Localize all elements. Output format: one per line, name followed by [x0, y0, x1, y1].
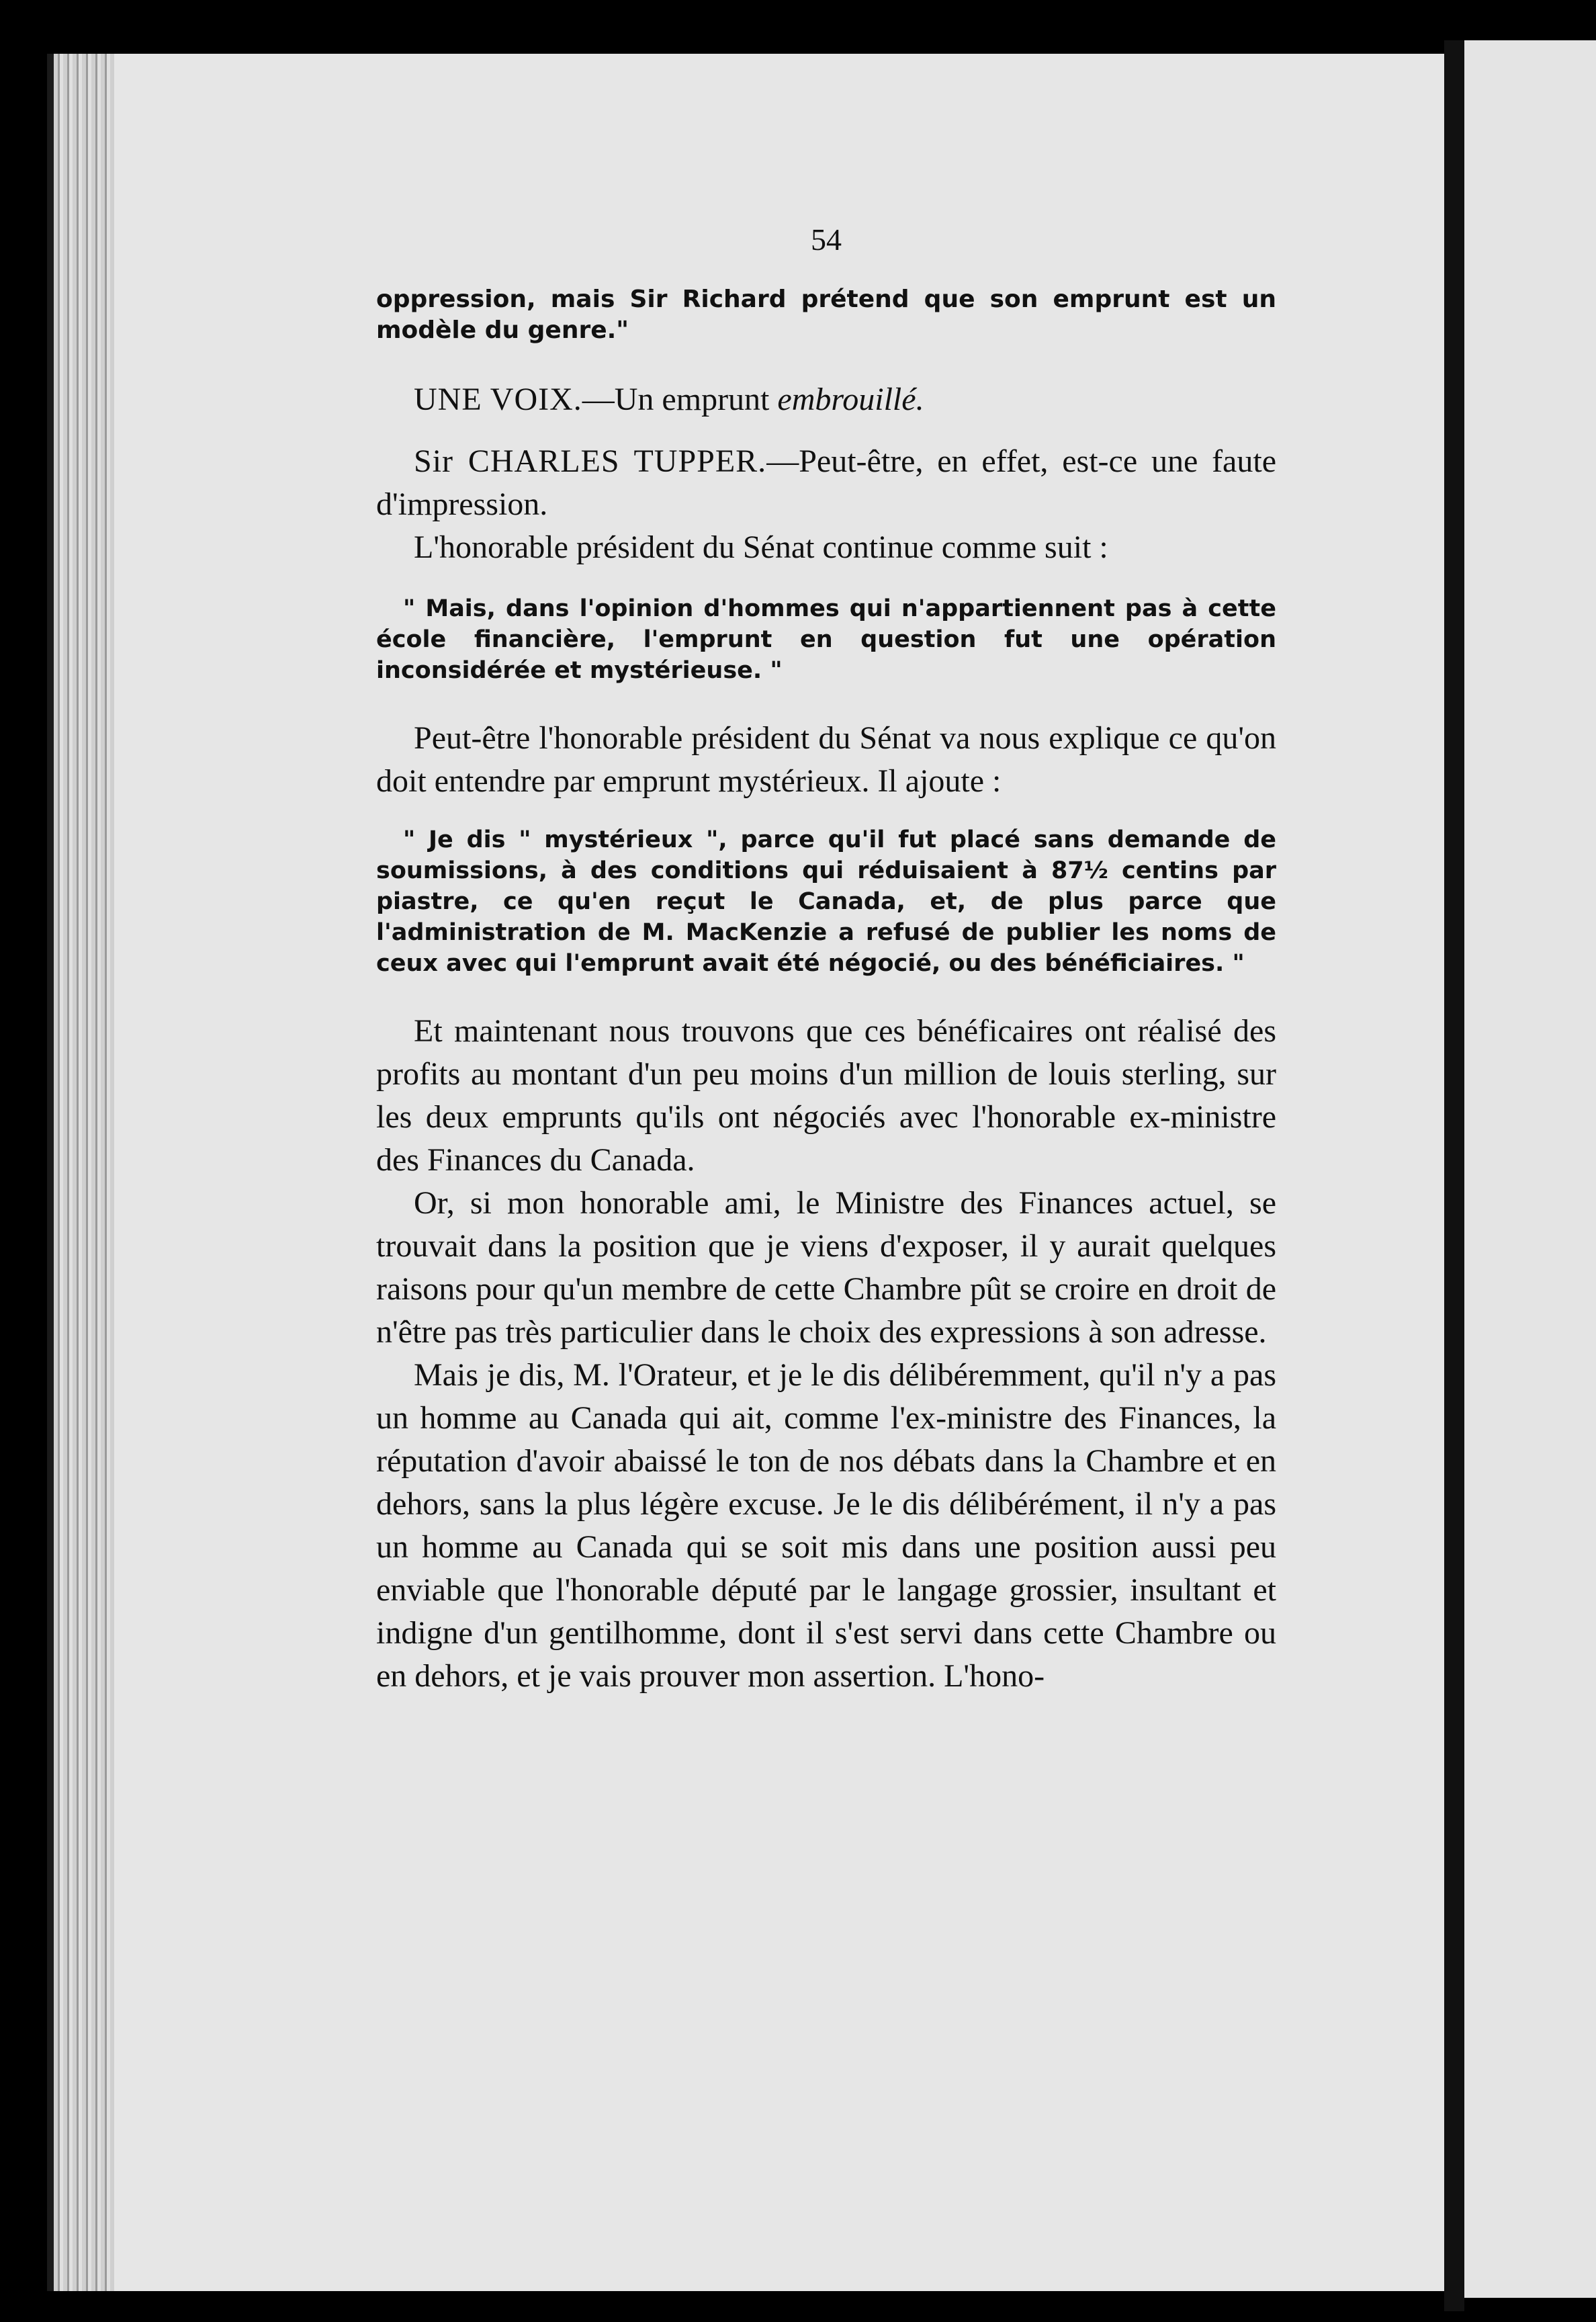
book-gutter: [1444, 40, 1464, 2311]
quote-je-dis: " Je dis " mystérieux ", parce qu'il fut placé sans demande de soumissions, à des conditions qui réduisaient à 87½ centins par piastre, ce qu'en reçut le Canada, et, de plus parce que l'administration de M. MacKenzie a refusé de publier les noms de ceux avec qui l'emprunt avait été négocié, ou des bénéficiaires. ": [376, 826, 1276, 977]
page-edges: [54, 54, 114, 2291]
page-content: [376, 222, 1276, 1698]
paragraph-mysterieux: Peut-être l'honorable président du Sénat va nous explique ce qu'on doit entendre par emprunt mystérieux. Il ajoute :: [376, 720, 1276, 799]
paragraph-continuation: oppression, mais Sir Richard prétend que son emprunt est un modèle du genre.": [376, 286, 1276, 344]
une-voix-text: —Un emprunt: [582, 382, 778, 417]
paragraph-orateur: Mais je dis, M. l'Orateur, et je le dis délibéremment, qu'il n'y a pas un homme au Canada qui ait, comme l'ex-ministre des Finances, la réputation d'avoir abaissé le ton de nos débats dans la Chambre et en dehors, sans la plus légère excuse. Je le dis délibérément, il n'y a pas un homme au Canada qui se soit mis dans une position aussi peu enviable que l'honorable député par le langage grossier, insultant et indigne d'un gentilhomme, dont il s'est servi dans cette Chambre ou en dehors, et je vais prouver mon assertion. L'hono-: [376, 1357, 1276, 1694]
paragraph-senat-continue: L'honorable président du Sénat continue comme suit :: [414, 529, 1108, 565]
paragraph-ministre-finances: Or, si mon honorable ami, le Ministre des Finances actuel, se trouvait dans la position que je viens d'exposer, il y aurait quelques raisons pour qu'un membre de cette Chambre pût se croire en droit de n'être pas très particulier dans le choix des expressions à son adresse.: [376, 1185, 1276, 1350]
quote-opinion: " Mais, dans l'opinion d'hommes qui n'appartiennent pas à cette école financière, l'emprunt en question fut une opération inconsidérée et mystérieuse. ": [376, 595, 1276, 684]
paragraph-tupper: [376, 440, 1276, 526]
speaker-charles-tupper: Sir CHARLES TUPPER.: [414, 443, 767, 479]
speaker-une-voix: UNE VOIX.: [414, 382, 582, 417]
page-number: 54: [811, 222, 842, 257]
une-voix-emphasis: embrouillé.: [777, 382, 924, 417]
tupper-text: —Peut-être, en effet, est-ce une faute d'impression.: [376, 443, 1276, 522]
right-page: [1464, 40, 1596, 2298]
paragraph-beneficaires: Et maintenant nous trouvons que ces bénéficaires ont réalisé des profits au montant d'un peu moins d'un million de louis sterling, sur les deux emprunts qu'ils ont négociés avec l'honorable ex-ministre des Finances du Canada.: [376, 1013, 1276, 1178]
paragraph-une-voix: [376, 378, 1276, 421]
